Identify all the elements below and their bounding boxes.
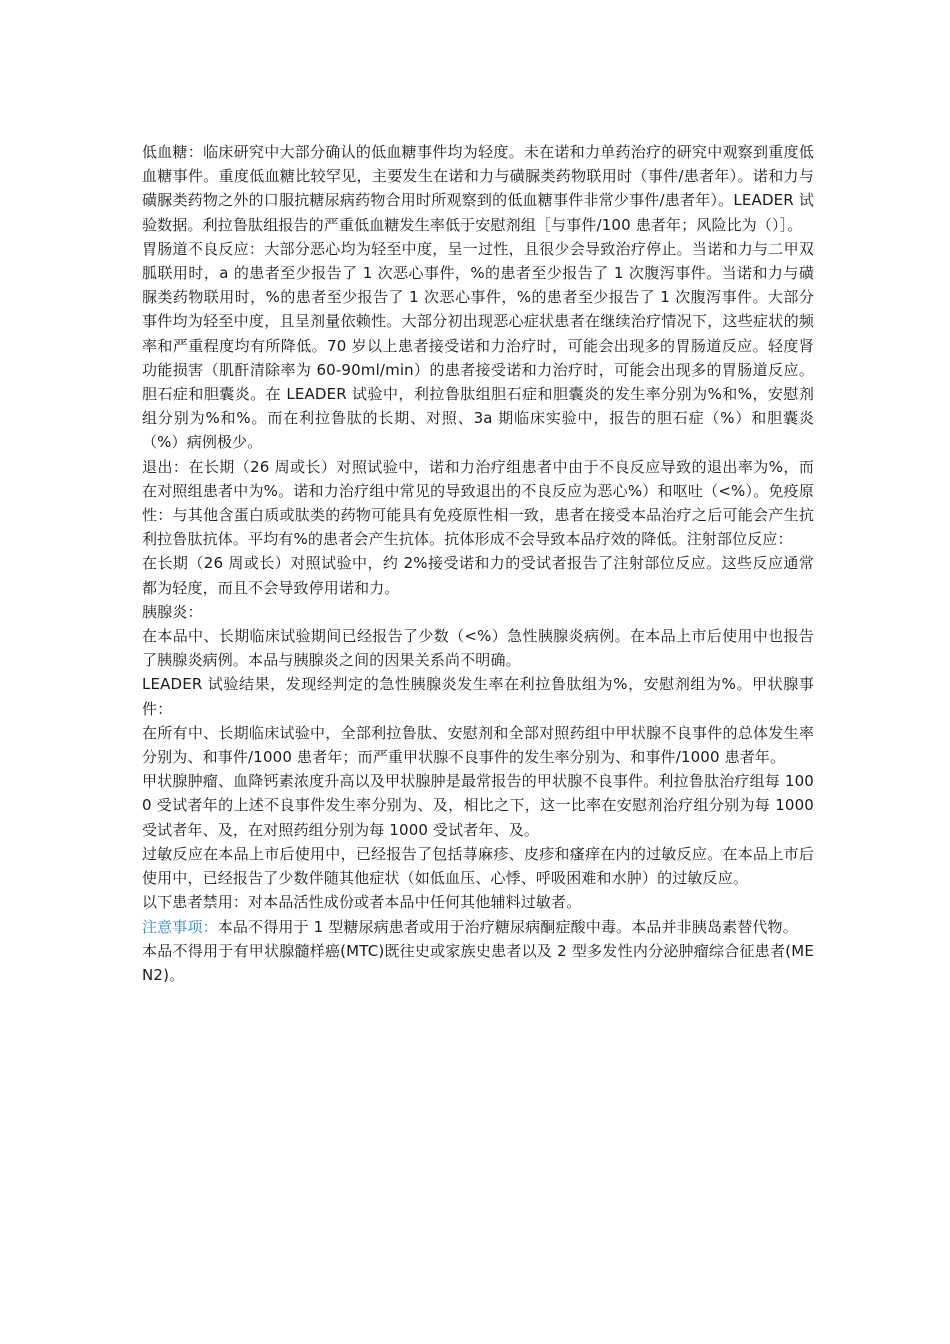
paragraph-text: 胃肠道不良反应：大部分恶心均为轻至中度，呈一过性，且很少会导致治疗停止。当诺和力与二甲双胍联用时，a 的患者至少报告了 1 次恶心事件，%的患者至少报告了 1 次腹泻事件。当诺和力与磺脲类药物联用时，%的患者至少报告了 1 次恶心事件，%的患者至少报告了 1 次腹泻事件。大部分事件均为轻至中度，且呈剂量依赖性。大部分初出现恶心症状患者在继续治疗情况下，这些症状的频率和严重程度均有所降低。70 岁以上患者接受诺和力治疗时，可能会出现多的胃肠道反应。轻度肾功能损害（肌酐清除率为 60-90ml/min）的患者接受诺和力治疗时，可能会出现多的胃肠道反应。胆石症和胆囊炎。在 LEADER 试验中，利拉鲁肽组胆石症和胆囊炎的发生率分别为%和%，安慰剂组分别为%和%。而在利拉鲁肽的长期、对照、3a 期临床实验中，报告的胆石症（%）和胆囊炎（%）病例极少。 — [142, 239, 814, 452]
paragraph-text: 低血糖：临床研究中大部分确认的低血糖事件均为轻度。未在诺和力单药治疗的研究中观察到重度低血糖事件。重度低血糖比较罕见，主要发生在诺和力与磺脲类药物联用时（事件/患者年）。诺和力与磺脲类药物之外的口服抗糖尿病药物合用时所观察到的低血糖事件非常少事件/患者年）。LEADER 试验数据。利拉鲁肽组报告的严重低血糖发生率低于安慰剂组［与事件/100 患者年；风险比为（）］。 — [142, 143, 814, 234]
paragraph-text: 在长期（26 周或长）对照试验中，约 2%接受诺和力的受试者报告了注射部位反应。这些反应通常都为轻度，而且不会导致停用诺和力。 — [142, 554, 814, 597]
document-body — [142, 140, 814, 987]
paragraph-injection-site — [142, 551, 814, 599]
paragraph-text: 在所有中、长期临床试验中，全部利拉鲁肽、安慰剂和全部对照药组中甲状腺不良事件的总体发生率分别为、和事件/1000 患者年；而严重甲状腺不良事件的发生率分别为、和事件/1000 患者年。 — [142, 723, 814, 767]
paragraph-hypoglycemia — [142, 140, 814, 237]
paragraph-allergic-reactions — [142, 842, 814, 890]
paragraph-withdrawal — [142, 455, 814, 552]
paragraph-thyroid-incidence — [142, 721, 814, 769]
paragraph-precautions — [142, 915, 814, 939]
paragraph-contraindications — [142, 890, 814, 914]
paragraph-text: 以下患者禁用：对本品活性成份或者本品中任何其他辅料过敏者。 — [142, 893, 582, 912]
paragraph-text: 本品不得用于有甲状腺髓样癌(MTC)既往史或家族史患者以及 2 型多发性内分泌肿瘤综合征患者(MEN2)。 — [142, 941, 814, 984]
paragraph-leader-results — [142, 672, 814, 720]
paragraph-gastrointestinal — [142, 237, 814, 455]
paragraph-thyroid-tumors — [142, 769, 814, 842]
paragraph-text: 过敏反应在本品上市后使用中，已经报告了包括荨麻疹、皮疹和瘙痒在内的过敏反应。在本品上市后使用中，已经报告了少数伴随其他症状（如低血压、心悸、呼吸困难和水肿）的过敏反应。 — [142, 844, 814, 888]
paragraph-pancreatitis — [142, 624, 814, 672]
paragraph-text: 甲状腺肿瘤、血降钙素浓度升高以及甲状腺肿是最常报告的甲状腺不良事件。利拉鲁肽治疗组每 1000 受试者年的上述不良事件发生率分别为、及，相比之下，这一比率在安慰剂治疗组分别为每 1000 受试者年、及，在对照药组分别为每 1000 受试者年、及。 — [142, 772, 814, 839]
paragraph-pancreatitis-heading — [142, 600, 814, 624]
paragraph-text: LEADER 试验结果，发现经判定的急性胰腺炎发生率在利拉鲁肽组为%，安慰剂组为%。甲状腺事件： — [142, 675, 814, 718]
paragraph-mtc-warning — [142, 939, 814, 987]
paragraph-text: 本品不得用于 1 型糖尿病患者或用于治疗糖尿病酮症酸中毒。本品并非胰岛素替代物。 — [217, 917, 798, 936]
paragraph-text: 在本品中、长期临床试验期间已经报告了少数（<%）急性胰腺炎病例。在本品上市后使用中也报告了胰腺炎病例。本品与胰腺炎之间的因果关系尚不明确。 — [142, 627, 814, 670]
precautions-heading: 注意事项： — [142, 917, 218, 936]
paragraph-text: 胰腺炎： — [142, 602, 203, 621]
paragraph-text: 退出：在长期（26 周或长）对照试验中，诺和力治疗组患者中由于不良反应导致的退出率为%，而在对照组患者中为%。诺和力治疗组中常见的导致退出的不良反应为恶心%）和呕吐（<%）。免疫原性：与其他含蛋白质或肽类的药物可能具有免疫原性相一致，患者在接受本品治疗之后可能会产生抗利拉鲁肽抗体。平均有%的患者会产生抗体。抗体形成不会导致本品疗效的降低。注射部位反应： — [142, 457, 814, 549]
